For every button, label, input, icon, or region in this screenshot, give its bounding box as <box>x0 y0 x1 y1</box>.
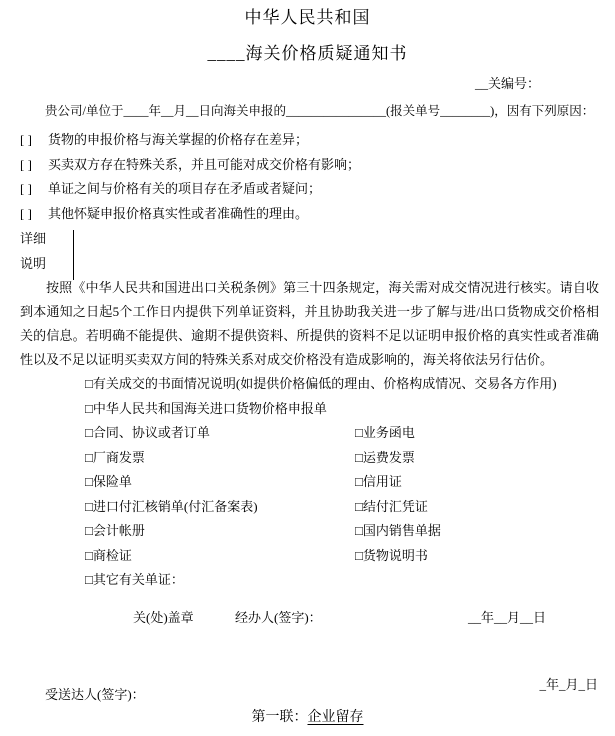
document-checklist <box>0 372 615 593</box>
doc-item <box>85 568 615 593</box>
doc-item <box>85 495 355 520</box>
doc-item <box>355 470 402 495</box>
doc-label: 货物说明书 <box>362 547 428 563</box>
document-title: ____海关价格质疑通知书 <box>207 44 408 63</box>
doc-item <box>355 421 415 446</box>
doc-label: 中华人民共和国海关进口货物价格申报单 <box>92 400 327 416</box>
detail-divider-line <box>73 230 74 280</box>
doc-item <box>355 495 428 520</box>
reason-label: 买卖双方存在特殊关系，并且可能对成交价格有影响； <box>48 156 361 172</box>
doc-item <box>85 421 355 446</box>
detail-note <box>0 226 615 276</box>
handler-signature-label: 经办人(签字)： <box>235 609 322 625</box>
doc-item <box>355 446 415 471</box>
doc-label: 有关成交的书面情况说明(如提供价格偏低的理由、价格构成情况、交易各方作用) <box>92 376 557 391</box>
doc-item <box>85 519 355 544</box>
customs-ref-number-label: __关编号： <box>474 76 540 91</box>
reason-checkbox[interactable]: [ ] <box>20 132 32 147</box>
doc-item <box>85 397 615 422</box>
doc-item <box>85 470 355 495</box>
copy-note <box>0 706 615 726</box>
doc-checkbox[interactable]: □ <box>355 474 363 489</box>
doc-item <box>85 446 355 471</box>
doc-checkbox[interactable]: □ <box>85 400 93 416</box>
detail-label-line2: 说明 <box>20 256 47 271</box>
doc-item-row <box>85 446 615 471</box>
doc-checkbox[interactable]: □ <box>85 498 93 514</box>
doc-checkbox[interactable]: □ <box>355 498 363 514</box>
doc-label: 会计帐册 <box>92 523 145 538</box>
reason-checkbox[interactable]: [ ] <box>20 156 32 172</box>
doc-checkbox[interactable]: □ <box>85 376 93 391</box>
doc-label: 国内销售单据 <box>362 523 441 538</box>
doc-label: 运费发票 <box>362 449 415 465</box>
reason-checkbox[interactable]: [ ] <box>20 205 32 221</box>
doc-label: 保险单 <box>92 474 132 489</box>
doc-label: 商检证 <box>92 547 132 563</box>
doc-label: 合同、协议或者订单 <box>92 425 210 440</box>
doc-checkbox[interactable]: □ <box>355 425 363 440</box>
customs-seal-label: 关(处)盖章 <box>133 609 194 625</box>
doc-checkbox[interactable]: □ <box>85 523 93 538</box>
doc-checkbox[interactable]: □ <box>85 425 93 440</box>
legal-paragraph: 按照《中华人民共和国进出口关税条例》第三十四条规定，海关需对成交情况进行核实。请自收到本通知之日起5个工作日内提供下列单证资料，并且协助我关进一步了解与进/出口货物成交价格相关的信息。若明确不能提供、逾期不提供资料、所提供的资料不足以证明申报价格的真实性或者准确性以及不足以证明买卖双方间的特殊关系对成交价格没有造成影响的，海关将依法另行估价。 <box>20 280 599 367</box>
recipient-signature-label: 受送达人(签字)： <box>45 686 145 702</box>
delivery-date-blank: _年_月_日 <box>539 676 598 692</box>
doc-label: 业务函电 <box>362 425 415 440</box>
reason-item <box>20 153 615 178</box>
detail-label-line1: 详细 <box>20 231 47 246</box>
doc-item-row <box>85 495 615 520</box>
doc-checkbox[interactable]: □ <box>85 547 93 563</box>
doc-checkbox[interactable]: □ <box>355 449 363 465</box>
doc-label: 厂商发票 <box>92 449 145 465</box>
copy-note-keeper: 企业留存 <box>307 709 364 725</box>
reason-label: 货物的申报价格与海关掌握的价格存在差异； <box>48 132 309 147</box>
doc-item <box>355 519 441 544</box>
intro-paragraph: 贵公司/单位于____年__月__日向海关申报的________________(报关单号________)，因有下列原因： <box>45 104 595 118</box>
reason-label: 单证之间与价格有关的项目存在矛盾或者疑问； <box>48 181 322 196</box>
doc-checkbox[interactable]: □ <box>355 523 363 538</box>
doc-checkbox[interactable]: □ <box>85 449 93 465</box>
delivery-row <box>0 674 615 702</box>
doc-item-row <box>85 519 615 544</box>
doc-item <box>85 372 615 397</box>
reason-item <box>20 177 615 202</box>
doc-label: 结付汇凭证 <box>362 498 428 514</box>
doc-item <box>85 544 355 569</box>
signature-row <box>0 607 615 624</box>
reason-item <box>20 202 615 227</box>
country-title: 中华人民共和国 <box>244 8 371 27</box>
doc-item-row <box>85 544 615 569</box>
signature-date-blank: __年__月__日 <box>468 609 547 625</box>
doc-item-row <box>85 421 615 446</box>
doc-label: 进口付汇核销单(付汇备案表) <box>92 498 258 514</box>
reason-label: 其他怀疑申报价格真实性或者准确性的理由。 <box>48 205 309 221</box>
reason-checkbox[interactable]: [ ] <box>20 181 32 196</box>
doc-checkbox[interactable]: □ <box>85 572 93 587</box>
reason-item <box>20 128 615 153</box>
doc-label: 其它有关单证： <box>92 572 184 587</box>
doc-checkbox[interactable]: □ <box>355 547 363 563</box>
doc-item-row <box>85 470 615 495</box>
copy-note-prefix: 第一联： <box>251 709 308 725</box>
reason-list <box>0 128 615 226</box>
doc-label: 信用证 <box>362 474 402 489</box>
doc-item <box>355 544 428 569</box>
doc-checkbox[interactable]: □ <box>85 474 93 489</box>
